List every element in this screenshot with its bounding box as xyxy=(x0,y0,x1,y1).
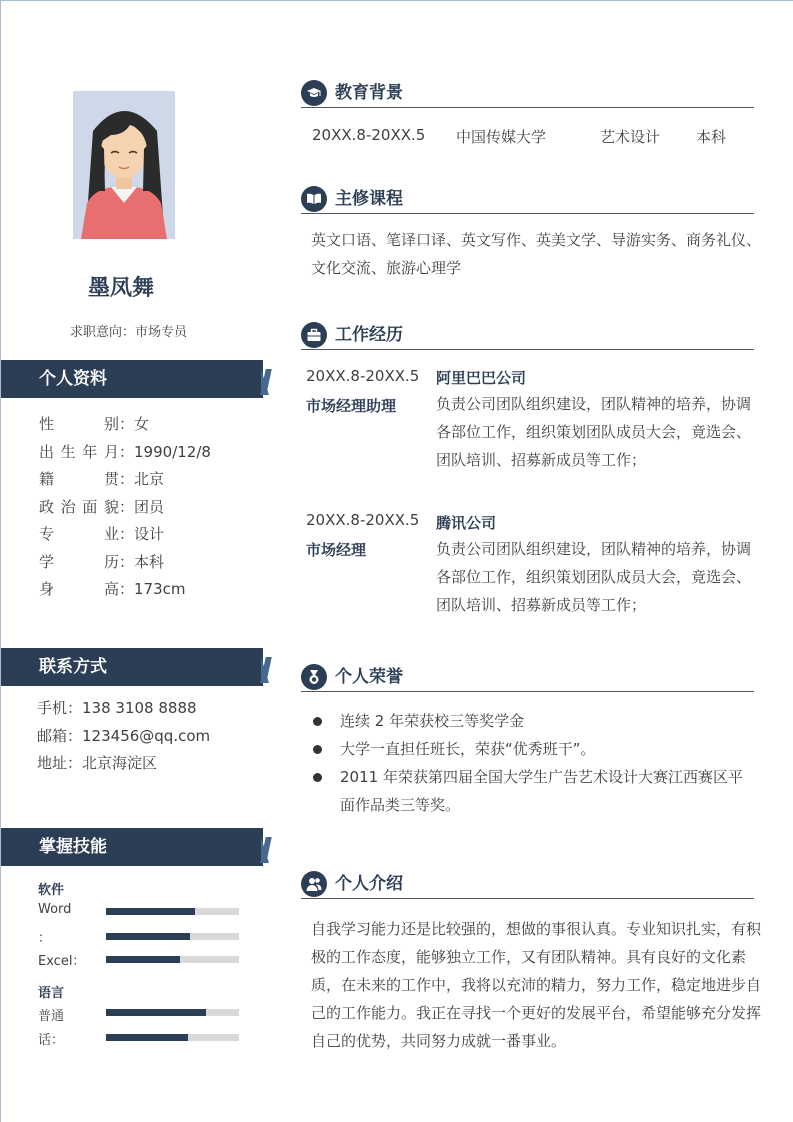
job-2-description: 负责公司团队组织建设，团队精神的培养，协调各部位工作，组织策划团队成员大会，竟选会、团队培训、招募新成员等工作； xyxy=(436,540,752,614)
honor-item: 2011 年荣获第四届全国大学生广告艺术设计大赛江西赛区平 面作品类三等奖。 xyxy=(311,763,761,819)
info-value: 团员 xyxy=(134,497,165,516)
personal-info-heading: 个人资料 xyxy=(1,360,263,398)
user-group-icon xyxy=(301,871,327,897)
info-row-height: 身高：173cm xyxy=(39,576,211,604)
honors-heading: 个人荣誉 xyxy=(335,667,403,687)
contact-heading: 联系方式 xyxy=(1,648,263,686)
candidate-name: 墨凤舞 xyxy=(87,276,154,301)
info-label: 籍贯 xyxy=(39,470,119,488)
courses-section-header xyxy=(301,186,754,214)
info-row-major: 专业：设计 xyxy=(39,521,211,549)
avatar-illustration xyxy=(73,91,175,239)
education-degree: 本科 xyxy=(696,128,727,146)
contact-value: 138 3108 8888 xyxy=(82,699,197,717)
intro-text: 自我学习能力还是比较强的，想做的事很认真。专业知识扎实，有积极的工作态度，能够独立工作，又有团队精神。具有良好的文化素质，在未来的工作中，我将以充沛的精力，努力工作，稳定地进步自己的工作能力。我正在寻找一个更好的发展平台，希望能够充分发挥自己的优势，共同努力成就一番事业。 xyxy=(311,920,762,1050)
honors-list xyxy=(311,707,761,819)
info-value: 女 xyxy=(134,415,150,433)
skill-bar-fill xyxy=(106,933,190,940)
education-period: 20XX.8-20XX.5 xyxy=(312,126,426,144)
work-heading: 工作经历 xyxy=(335,325,403,345)
courses-heading: 主修课程 xyxy=(335,189,403,209)
intro-heading: 个人介绍 xyxy=(335,874,403,894)
graduation-cap-icon xyxy=(301,80,327,106)
info-label: 出生年月 xyxy=(39,442,119,461)
info-value: 北京 xyxy=(134,470,165,488)
education-heading: 教育背景 xyxy=(335,83,403,103)
contact-label: 地址： xyxy=(37,754,83,772)
honors-section-header xyxy=(301,664,754,692)
info-row-gender: 性别：女 xyxy=(39,411,211,439)
skill-bar-fill xyxy=(106,1009,206,1016)
medal-icon xyxy=(301,664,327,690)
work-section-header xyxy=(301,322,754,350)
contact-row-phone xyxy=(37,695,210,723)
job-1-title: 市场经理助理 xyxy=(306,397,397,415)
briefcase-icon xyxy=(301,322,327,348)
job-intent: 求职意向：市场专员 xyxy=(69,325,187,340)
skill-label-excel: Excel： xyxy=(38,954,86,969)
book-icon xyxy=(301,186,327,212)
honor-item: 大学一直担任班长，荣获“优秀班干”。 xyxy=(311,735,761,763)
education-school: 中国传媒大学 xyxy=(456,128,547,146)
info-label: 性别 xyxy=(39,415,119,433)
info-label: 专业 xyxy=(39,525,119,543)
skill-bar-mandarin-2 xyxy=(106,1034,239,1041)
skill-bar-fill xyxy=(106,1034,188,1041)
skill-bar-word-2 xyxy=(106,933,239,940)
job-2-title: 市场经理 xyxy=(306,541,367,559)
job-2-company: 腾讯公司 xyxy=(436,514,497,532)
skill-label-mandarin-2: 话： xyxy=(38,1033,65,1048)
info-label: 身高 xyxy=(39,580,119,598)
info-value: 设计 xyxy=(134,525,165,543)
intro-section-header xyxy=(301,871,754,899)
info-value: 本科 xyxy=(134,552,165,571)
info-row-politics: 政治面貌：团员 xyxy=(39,494,211,522)
info-row-degree: 学历：本科 xyxy=(39,549,211,577)
education-section-header xyxy=(301,80,754,108)
skill-bar-fill xyxy=(106,908,195,915)
info-value: 173cm xyxy=(134,580,186,598)
skill-label-mandarin: 普通 xyxy=(38,1009,65,1024)
job-1-description: 负责公司团队组织建设，团队精神的培养，协调各部位工作，组织策划团队成员大会，竟选会、团队培训、招募新成员等工作； xyxy=(436,395,752,469)
skill-group-software: 软件 xyxy=(38,883,65,898)
skill-group-language: 语言 xyxy=(38,986,65,1001)
contact-value: 123456@qq.com xyxy=(82,726,211,745)
contact-row-email xyxy=(37,723,210,751)
courses-text: 英文口语、笔译口译、英文写作、英美文学、导游实务、商务礼仪、文化交流、旅游心理学 xyxy=(311,231,762,277)
contact-label: 手机： xyxy=(37,699,83,717)
contact-label: 邮箱： xyxy=(37,726,83,745)
job-2-period: 20XX.8-20XX.5 xyxy=(306,511,420,529)
contact-row-address xyxy=(37,750,210,778)
skill-bar-fill xyxy=(106,956,180,963)
info-label: 学历 xyxy=(39,552,119,571)
skill-bar-excel xyxy=(106,956,239,963)
contact-value: 北京海淀区 xyxy=(82,754,158,772)
job-1-company: 阿里巴巴公司 xyxy=(436,369,527,387)
honor-item: 连续 2 年荣获校三等奖学金 xyxy=(311,707,761,735)
contact-list xyxy=(37,695,210,778)
skills-heading: 掌握技能 xyxy=(1,828,263,866)
avatar xyxy=(73,91,175,239)
personal-info-list xyxy=(39,411,211,604)
skill-label-word: Word xyxy=(38,902,72,917)
info-label: 政治面貌 xyxy=(39,497,119,516)
education-major: 艺术设计 xyxy=(600,128,661,146)
info-row-birth: 出生年月：1990/12/8 xyxy=(39,439,211,467)
info-value: 1990/12/8 xyxy=(134,442,211,461)
skill-label-word-colon: ： xyxy=(38,931,52,946)
info-row-hometown: 籍贯：北京 xyxy=(39,466,211,494)
skill-bar-mandarin xyxy=(106,1009,239,1016)
job-1-period: 20XX.8-20XX.5 xyxy=(306,367,420,385)
skill-bar-word xyxy=(106,908,239,915)
